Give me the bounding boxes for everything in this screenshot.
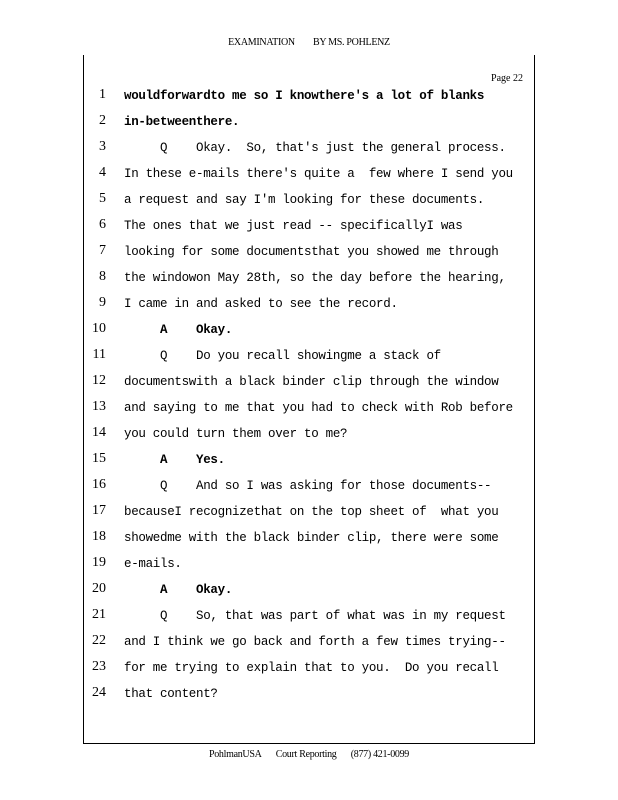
line-number: 14 — [92, 425, 106, 440]
transcript-line — [0, 658, 618, 684]
transcript-line — [0, 606, 618, 632]
page-header — [0, 37, 618, 48]
line-number: 11 — [92, 347, 106, 362]
line-number: 5 — [99, 191, 106, 206]
header-examiner: BY MS. POHLENZ — [313, 37, 390, 48]
line-text: that content? — [124, 687, 218, 701]
transcript-line — [0, 294, 618, 320]
line-text: The ones that we just read -- specificallyI was — [124, 219, 463, 233]
transcript-line — [0, 684, 618, 710]
line-number: 6 — [99, 217, 106, 232]
transcript-line — [0, 450, 618, 476]
line-text: A Okay. — [124, 583, 233, 597]
line-text: Q Okay. So, that's just the general process. — [124, 141, 506, 155]
line-text: In these e-mails there's quite a few where I send you — [124, 167, 513, 181]
line-number: 9 — [99, 295, 106, 310]
line-number: 18 — [92, 529, 106, 544]
page-number: Page 22 — [491, 73, 523, 84]
line-text: I came in and asked to see the record. — [124, 297, 398, 311]
page-footer — [0, 749, 618, 760]
transcript-line — [0, 86, 618, 112]
footer-service: Court Reporting — [275, 749, 337, 760]
line-number: 1 — [99, 87, 106, 102]
line-text: and I think we go back and forth a few times trying-- — [124, 635, 506, 649]
line-number: 12 — [92, 373, 106, 388]
transcript-line — [0, 190, 618, 216]
line-text: looking for some documentsthat you showed me through — [124, 245, 499, 259]
line-number: 8 — [99, 269, 106, 284]
line-text: Q Do you recall showingme a stack of — [124, 349, 441, 363]
line-text: becauseI recognizethat on the top sheet of what you — [124, 505, 499, 519]
line-text: wouldforwardto me so I knowthere's a lot of blanks — [124, 89, 485, 103]
line-text: for me trying to explain that to you. Do you recall — [124, 661, 499, 675]
line-number: 20 — [92, 581, 106, 596]
transcript-line — [0, 424, 618, 450]
line-number: 2 — [99, 113, 106, 128]
line-number: 13 — [92, 399, 106, 414]
transcript-line — [0, 580, 618, 606]
transcript-line — [0, 268, 618, 294]
transcript-line — [0, 372, 618, 398]
line-number: 3 — [99, 139, 106, 154]
line-text: A Okay. — [124, 323, 233, 337]
transcript-line — [0, 164, 618, 190]
line-text: A Yes. — [124, 453, 225, 467]
line-number: 21 — [92, 607, 106, 622]
line-text: Q And so I was asking for those documents-- — [124, 479, 492, 493]
transcript-line — [0, 502, 618, 528]
line-text: Q So, that was part of what was in my request — [124, 609, 506, 623]
line-text: you could turn them over to me? — [124, 427, 348, 441]
line-number: 16 — [92, 477, 106, 492]
line-number: 22 — [92, 633, 106, 648]
transcript-line — [0, 320, 618, 346]
line-text: a request and say I'm looking for these documents. — [124, 193, 485, 207]
line-number: 17 — [92, 503, 106, 518]
transcript-line — [0, 216, 618, 242]
transcript-line — [0, 476, 618, 502]
line-number: 15 — [92, 451, 106, 466]
transcript-line — [0, 398, 618, 424]
transcript-line — [0, 528, 618, 554]
line-number: 4 — [99, 165, 106, 180]
line-number: 10 — [92, 321, 106, 336]
line-number: 23 — [92, 659, 106, 674]
transcript-line — [0, 346, 618, 372]
line-text: in-betweenthere. — [124, 115, 240, 129]
transcript-line — [0, 632, 618, 658]
line-number: 7 — [99, 243, 106, 258]
transcript-line — [0, 554, 618, 580]
line-text: e-mails. — [124, 557, 182, 571]
line-text: the windowon May 28th, so the day before the hearing, — [124, 271, 506, 285]
footer-phone: (877) 421-0099 — [350, 749, 410, 760]
line-number: 19 — [92, 555, 106, 570]
transcript-line — [0, 242, 618, 268]
header-examination: EXAMINATION — [228, 37, 295, 48]
transcript-line — [0, 138, 618, 164]
line-text: showedme with the black binder clip, there were some — [124, 531, 499, 545]
line-text: documentswith a black binder clip through the window — [124, 375, 499, 389]
transcript-line — [0, 112, 618, 138]
footer-company: PohlmanUSA — [208, 749, 262, 760]
line-number: 24 — [92, 685, 106, 700]
line-text: and saying to me that you had to check with Rob before — [124, 401, 513, 415]
